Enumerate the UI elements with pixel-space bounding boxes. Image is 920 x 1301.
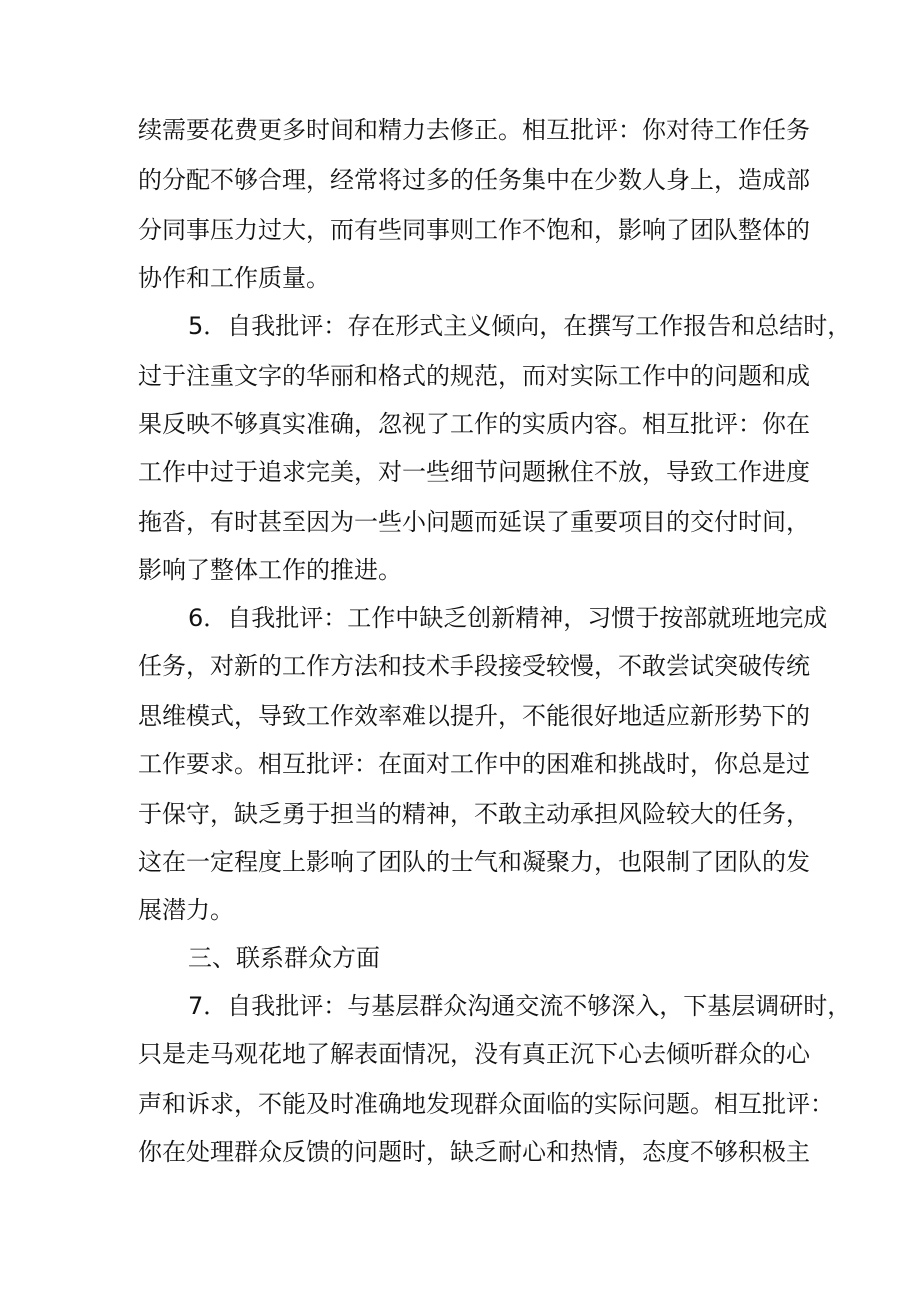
text-line: 展潜力。 — [138, 896, 234, 924]
text-line: 分同事压力过大，而有些同事则工作不饱和，影响了团队整体的 — [138, 216, 810, 244]
text-line: 过于注重文字的华丽和格式的规范，而对实际工作中的问题和成 — [138, 362, 810, 390]
section-heading: 三、联系群众方面 — [188, 944, 380, 972]
text-line: 这在一定程度上影响了团队的士气和凝聚力，也限制了团队的发 — [138, 848, 810, 876]
text-line: 影响了整体工作的推进。 — [138, 556, 402, 584]
text-line: 于保守，缺乏勇于担当的精神，不敢主动承担风险较大的任务， — [138, 800, 810, 828]
text-line: 你在处理群众反馈的问题时，缺乏耐心和热情，态度不够积极主 — [138, 1138, 810, 1166]
text-line: 工作中过于追求完美，对一些细节问题揪住不放，导致工作进度 — [138, 458, 810, 486]
text-line: 协作和工作质量。 — [138, 264, 330, 292]
text-line: 果反映不够真实准确，忽视了工作的实质内容。相互批评：你在 — [138, 410, 810, 438]
text-line: 思维模式，导致工作效率难以提升，不能很好地适应新形势下的 — [138, 702, 810, 730]
text-line: 拖沓，有时甚至因为一些小问题而延误了重要项目的交付时间， — [138, 508, 810, 536]
text-line: 只是走马观花地了解表面情况，没有真正沉下心去倾听群众的心 — [138, 1040, 810, 1068]
paragraph-7-start: 7．自我批评：与基层群众沟通交流不够深入，下基层调研时， — [188, 992, 852, 1020]
text-line: 的分配不够合理，经常将过多的任务集中在少数人身上，造成部 — [138, 166, 810, 194]
text-line: 任务，对新的工作方法和技术手段接受较慢，不敢尝试突破传统 — [138, 652, 810, 680]
text-line: 声和诉求，不能及时准确地发现群众面临的实际问题。相互批评： — [138, 1090, 834, 1118]
text-line: 续需要花费更多时间和精力去修正。相互批评：你对待工作任务 — [138, 116, 810, 144]
paragraph-5-start: 5．自我批评：存在形式主义倾向，在撰写工作报告和总结时， — [188, 312, 852, 340]
paragraph-6-start: 6．自我批评：工作中缺乏创新精神，习惯于按部就班地完成 — [188, 604, 828, 632]
text-line: 工作要求。相互批评：在面对工作中的困难和挑战时，你总是过 — [138, 750, 810, 778]
